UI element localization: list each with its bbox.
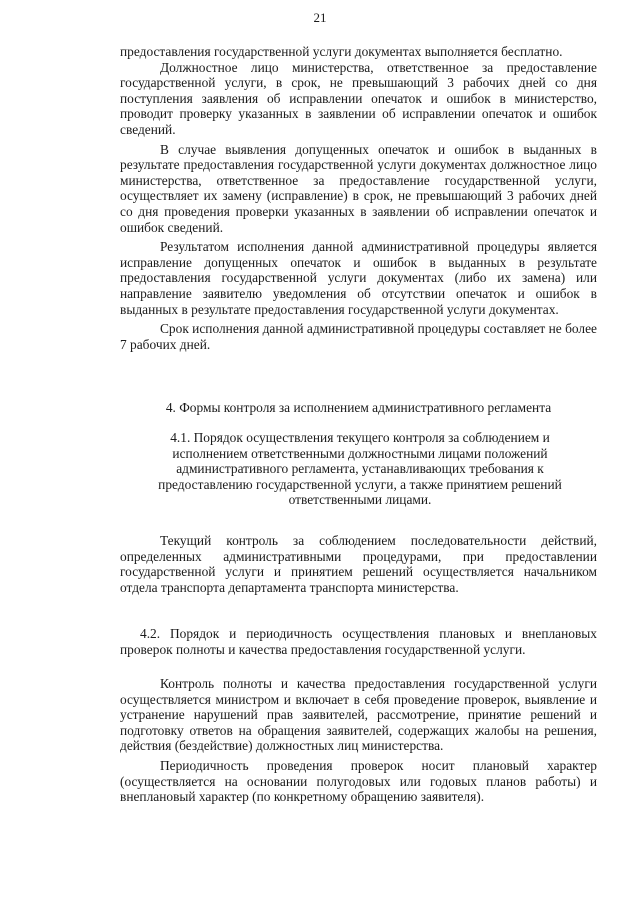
section-4-2-text	[120, 676, 597, 805]
section-heading-4-1: 4.1. Порядок осуществления текущего контроля за соблюдением и исполнением ответственными должностными лицами положений административного регламента, устанавливающих требования к предоставлению государственной услуги, а также принятием решений ответственными лицами.	[158, 430, 562, 508]
paragraph: Текущий контроль за соблюдением последовательности действий, определенных административными процедурами, при предоставлении государственной услуги и принятием решений осуществляется начальником отдела транспорта департамента транспорта министерства.	[120, 533, 597, 595]
section-heading-4-2	[120, 626, 597, 657]
paragraph: В случае выявления допущенных опечаток и ошибок в выданных в результате предоставления государственной услуги документах должностное лицо министерства, ответственное за предоставление государственной услуги, осуществляет их замену (исправление) в срок, не превышающий 3 рабочих дней со дня проведения проверки указанных в заявлении об исправлении опечаток и ошибок сведений.	[120, 141, 597, 235]
paragraph: Контроль полноты и качества предоставления государственной услуги осуществляется министром и включает в себя проведение проверок, выявление и устранение нарушений прав заявителей, рассмотрение, принятие решений и подготовку ответов на обращения заявителей, содержащих жалобы на решения, действия (бездействие) должностных лиц министерства.	[120, 676, 597, 754]
paragraph: Результатом исполнения данной административной процедуры является исправление допущенных опечаток и ошибок в выданных в результате предоставления государственной услуги документах (либо их замена) или направление заявителю уведомления об отсутствии опечаток и ошибок в выданных в результате предоставления государственной услуги документах.	[120, 239, 597, 317]
page-number: 21	[313, 10, 327, 25]
section-text-block	[120, 44, 597, 352]
section-heading-4: 4. Формы контроля за исполнением административного регламента	[165, 400, 552, 415]
section-4-1-text	[120, 533, 597, 595]
paragraph: предоставления государственной услуги документах выполняется бесплатно.	[120, 44, 563, 59]
heading-text: 4.2. Порядок и периодичность осуществления плановых и внеплановых проверок полноты и качества предоставления государственной услуги.	[120, 626, 597, 657]
paragraph: Должностное лицо министерства, ответственное за предоставление государственной услуги, в срок, не превышающий 3 рабочих дней со дня поступления заявления об исправлении опечаток и ошибок в министерство, проводит проверку указанных в заявлении об исправлении опечаток и ошибок сведений.	[120, 59, 597, 137]
paragraph: Периодичность проведения проверок носит плановый характер (осуществляется на основании полугодовых или годовых планов работы) и внеплановый характер (по конкретному обращению заявителя).	[120, 757, 597, 805]
paragraph: Срок исполнения данной административной процедуры составляет не более 7 рабочих дней.	[120, 321, 597, 352]
